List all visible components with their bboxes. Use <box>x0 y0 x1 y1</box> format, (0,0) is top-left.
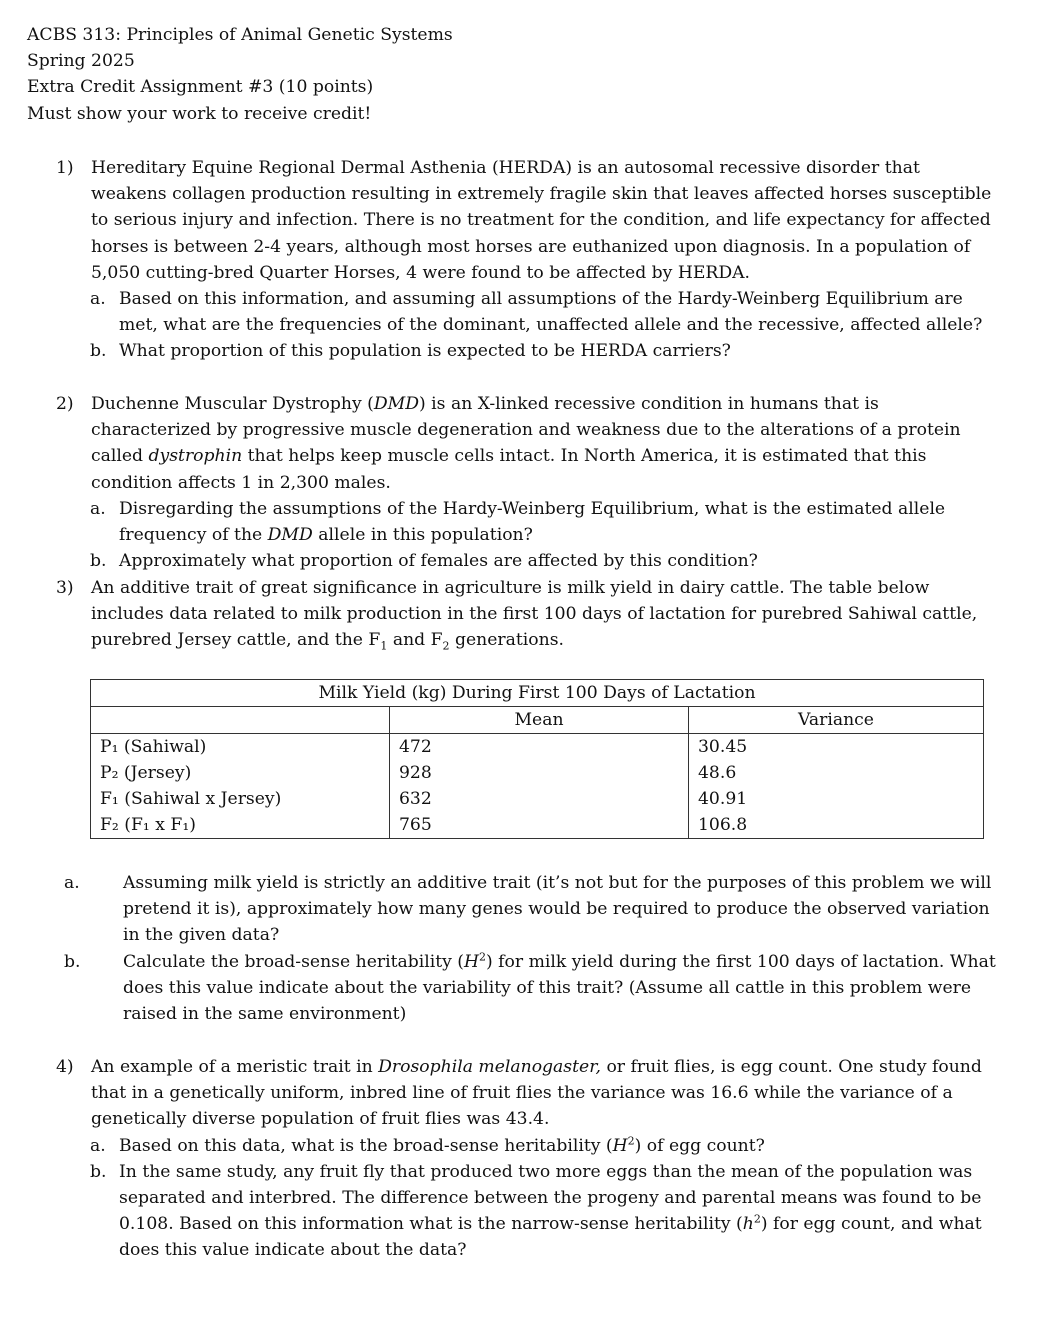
part-label: b. <box>64 951 81 972</box>
table-title: Milk Yield (kg) During First 100 Days of Lactation <box>91 680 984 707</box>
question-number: 4) <box>56 1057 74 1077</box>
assignment-title: Extra Credit Assignment #3 (10 points) <box>27 77 374 98</box>
part-text: Assuming milk yield is strictly an additive trait (it’s not but for the purposes of this problem we will pretend it is), approximately how many genes would be required to produce the observed variation in the given data? <box>123 873 992 946</box>
part-text: Approximately what proportion of females are affected by this condition? <box>119 551 758 572</box>
header-blank-cell <box>91 707 390 734</box>
instruction-note: Must show your work to receive credit! <box>27 103 372 124</box>
variance-cell: 106.8 <box>689 812 984 839</box>
question-3b <box>64 949 996 1028</box>
document-header <box>27 22 453 127</box>
part-text: Calculate the broad-sense heritability $(H^2)$ for milk yield during the first 100 days of lactation. What does this value indicate about the variability of this trait? (Assume all cattle in this problem were raised in the same environment) <box>123 949 996 1025</box>
part-label: b. <box>90 341 107 362</box>
question-text: An additive trait of great significance in agriculture is milk yield in dairy cattle. The table below includes data related to milk production in the first 100 days of lactation for purebred Sahiwal cattle, purebred Jersey cattle, and the $F_1$ and $F_2$ generations. <box>91 578 978 653</box>
table-row <box>91 734 984 761</box>
row-label: P₂ (Jersey) <box>91 760 390 786</box>
question-1b <box>90 338 996 364</box>
question-2 <box>56 391 996 574</box>
row-label: F₁ (Sahiwal x Jersey) <box>91 786 390 812</box>
question-3-parts <box>56 870 996 1027</box>
course-title: ACBS 313: Principles of Animal Genetic Systems <box>27 25 453 45</box>
question-1 <box>56 155 996 365</box>
question-4 <box>56 1054 996 1264</box>
question-text: Hereditary Equine Regional Dermal Asthenia (HERDA) is an autosomal recessive disorder that weakens collagen production resulting in extremely fragile skin that leaves affected horses susceptible to serious injury and infection. There is no treatment for the condition, and life expectancy for affected horses is between 2-4 years, although most horses are euthanized upon diagnosis. In a population of 5,050 cutting-bred Quarter Horses, 4 were found to be affected by HERDA. <box>91 158 992 283</box>
mean-cell: 632 <box>390 786 689 812</box>
column-header-variance: Variance <box>689 707 984 734</box>
row-label: P₁ (Sahiwal) <box>91 734 390 761</box>
question-number: 3) <box>56 578 74 598</box>
question-number: 2) <box>56 394 74 414</box>
question-text: An example of a meristic trait in Drosophila melanogaster, or fruit flies, is egg count. One study found that in a genetically uniform, inbred line of fruit flies the variance was 16.6 while the variance of a genetically diverse population of fruit flies was 43.4. <box>91 1057 982 1130</box>
mean-cell: 765 <box>390 812 689 839</box>
question-number: 1) <box>56 158 74 178</box>
variance-cell: 48.6 <box>689 760 984 786</box>
question-2b <box>90 548 996 574</box>
part-text: Based on this information, and assuming all assumptions of the Hardy-Weinberg Equilibrium are met, what are the frequencies of the dominant, unaffected allele and the recessive, affected allele? <box>119 289 983 336</box>
question-3a <box>64 870 996 949</box>
column-header-mean: Mean <box>390 707 689 734</box>
part-label: a. <box>90 498 106 519</box>
table-row <box>91 812 984 839</box>
row-label: F₂ (F₁ x F₁) <box>91 812 390 839</box>
term: Spring 2025 <box>27 51 135 72</box>
part-label: a. <box>64 873 80 893</box>
part-label: a. <box>90 289 106 310</box>
table-row <box>91 760 984 786</box>
mean-cell: 472 <box>390 734 689 761</box>
question-4a <box>90 1133 996 1159</box>
question-2a <box>90 496 996 548</box>
question-4b <box>90 1159 996 1264</box>
question-1a <box>90 286 996 338</box>
part-text: In the same study, any fruit fly that produced two more eggs than the mean of the population was separated and interbred. The difference between the progeny and parental means was found to be 0.108. Based on this information what is the narrow-sense heritability $(h^2)$ for egg count, and what does this value indicate about the data? <box>119 1161 982 1261</box>
milk-yield-table <box>90 679 984 839</box>
part-text: Based on this data, what is the broad-sense heritability $(H^2)$ of egg count? <box>119 1133 765 1156</box>
part-text: Disregarding the assumptions of the Hardy-Weinberg Equilibrium, what is the estimated allele frequency of the DMD allele in this population? <box>119 498 946 546</box>
part-text: What proportion of this population is expected to be HERDA carriers? <box>119 341 731 362</box>
variance-cell: 30.45 <box>689 734 984 761</box>
question-text: Duchenne Muscular Dystrophy (DMD) is an X-linked recessive condition in humans that is characterized by progressive muscle degeneration and weakness due to the alterations of a protein called dystrophin that helps keep muscle cells intact. In North America, it is estimated that this condition affects 1 in 2,300 males. <box>91 394 961 493</box>
part-label: b. <box>90 551 107 572</box>
variance-cell: 40.91 <box>689 786 984 812</box>
table-row <box>91 786 984 812</box>
part-label: b. <box>90 1161 107 1182</box>
question-3 <box>56 575 996 654</box>
mean-cell: 928 <box>390 760 689 786</box>
part-label: a. <box>90 1135 106 1156</box>
